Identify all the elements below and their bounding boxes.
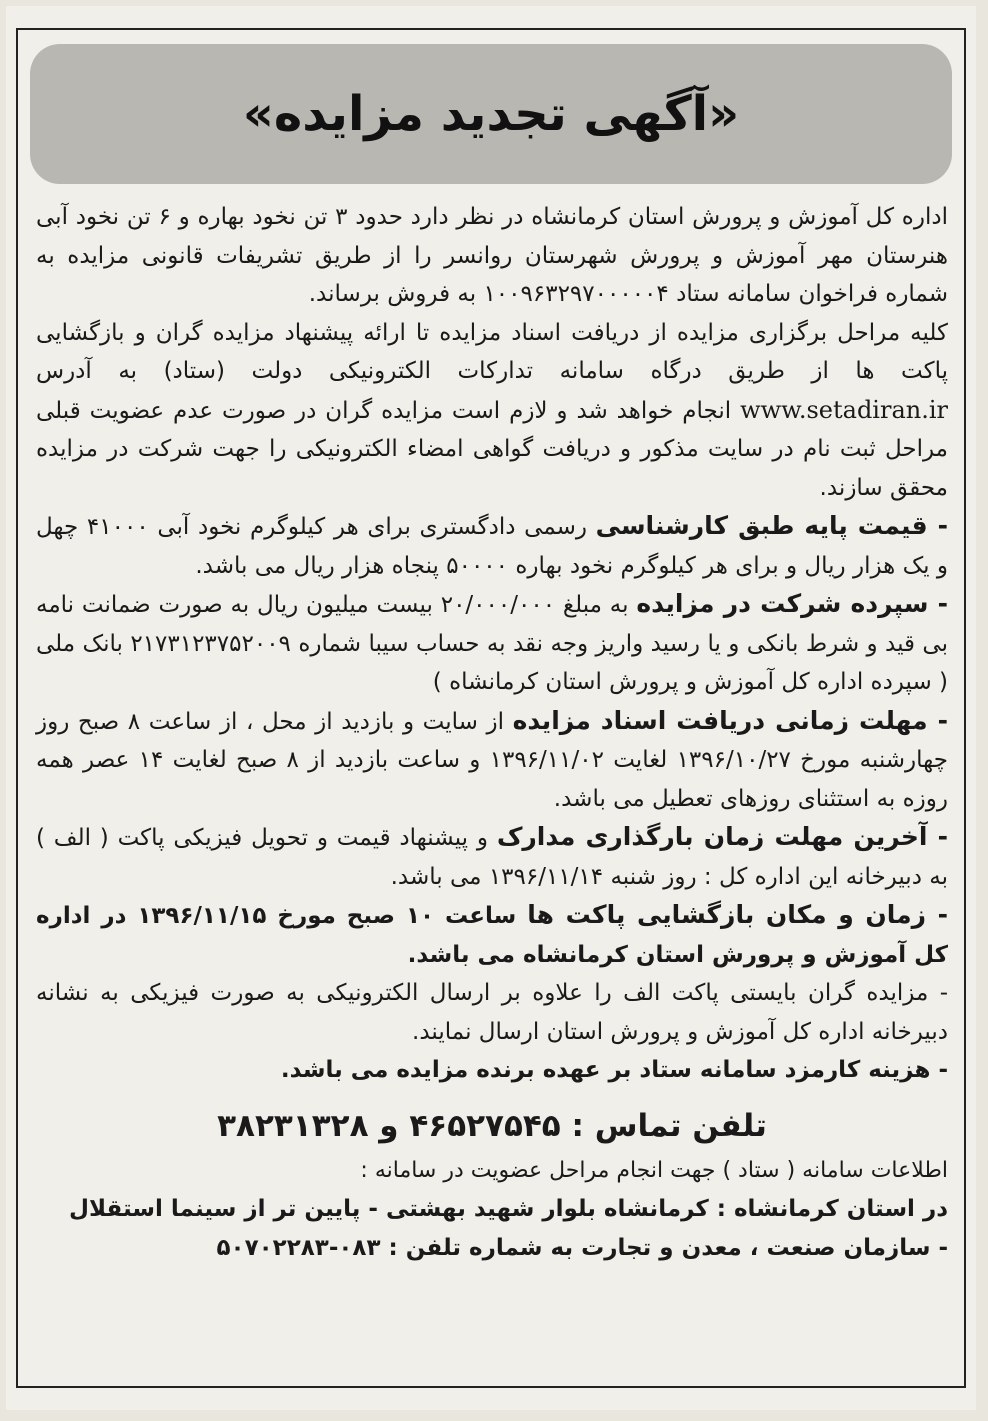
price-text: رسمی دادگستری برای هر کیلوگرم نخود آبی ۴۱۰۰۰ چهل و یک هزار ریال و برای هر کیلوگرم نخود بهاره ۵۰۰۰۰ پنجاه هزار ریال می باشد. [36, 514, 948, 579]
deposit-heading: - سپرده شرکت در مزایده [636, 589, 948, 618]
notice-title: «آگهی تجدید مزایده» [242, 86, 740, 142]
deadline-text: و پیشنهاد قیمت و تحویل فیزیکی پاکت ( الف ) به دبیرخانه این اداره کل : روز شنبه ۱۳۹۶/۱۱/۱۴ می باشد. [36, 825, 948, 890]
price-paragraph [36, 507, 948, 585]
price-heading: - قیمت پایه طبق کارشناسی [595, 511, 948, 540]
info-organization: - سازمان صنعت ، معدن و تجارت به شماره تلفن : ۰۸۳-۵۰۷۰۲۲۸۳ [216, 1234, 948, 1261]
procedure-text-2: انجام خواهد شد و لازم است مزایده گران در صورت عدم عضویت قبلی مراحل ثبت نام در سایت مذکور و دریافت گواهی امضاء الکترونیکی را جهت شرکت در مزایده محقق سازند. [36, 397, 948, 501]
opening-paragraph [36, 896, 948, 974]
intro-paragraph: اداره کل آموزش و پرورش استان کرمانشاه در نظر دارد حدود ۳ تن نخود بهاره و ۶ تن نخود آبی هنرستان مهر آموزش و پرورش شهرستان روانسر را از طریق تشریفات قانونی مزایده به شماره فراخوان سامانه ستاد ۱۰۰۹۶۳۲۹۷۰۰۰۰۰۴ به فروش برساند. [36, 204, 948, 307]
info-address: در استان کرمانشاه : کرمانشاه بلوار شهید بهشتی - پایین تر از سینما استقلال [69, 1196, 948, 1222]
notice-body [36, 198, 948, 1267]
notice-frame [16, 28, 966, 1388]
fee-note: - هزینه کارمزد سامانه ستاد بر عهده برنده مزایده می باشد. [280, 1057, 948, 1083]
deadline-paragraph [36, 818, 948, 896]
contact-phone: تلفن تماس : ۴۶۵۲۷۵۴۵ و ۳۸۲۳۱۳۲۸ [217, 1107, 767, 1144]
deposit-paragraph [36, 585, 948, 702]
physical-note: - مزایده گران بایستی پاکت الف را علاوه بر ارسال الکترونیکی به صورت فیزیکی به نشانه دبیرخانه اداره کل آموزش و پرورش استان ارسال نمایند. [36, 980, 948, 1045]
documents-text: از سایت و بازدید از محل ، از ساعت ۸ صبح روز چهارشنبه مورخ ۱۳۹۶/۱۰/۲۷ لغایت ۱۳۹۶/۱۱/۰۲ و ساعت بازدید از ۸ صبح لغایت ۱۴ عصر همه روزه به استثنای روزهای تعطیل می باشد. [36, 708, 948, 812]
procedure-text-1: کلیه مراحل برگزاری مزایده از دریافت اسناد مزایده تا ارائه پیشنهاد مزایده گران و بازگشایی پاکت ها از طریق درگاه سامانه تدارکات الکترونیکی دولت (ستاد) به آدرس [36, 319, 948, 384]
newspaper-clipping [6, 6, 976, 1410]
info-heading: اطلاعات سامانه ( ستاد ) جهت انجام مراحل عضویت در سامانه : [360, 1157, 948, 1183]
opening-heading: - زمان و مکان بازگشایی پاکت ها [527, 900, 949, 929]
opening-text: ساعت ۱۰ صبح مورخ ۱۳۹۶/۱۱/۱۵ در اداره کل آموزش و پرورش استان کرمانشاه می باشد. [36, 903, 948, 968]
title-banner [30, 44, 952, 184]
website-link[interactable]: www.setadiran.ir [740, 395, 948, 424]
procedure-paragraph [36, 314, 948, 508]
deposit-text: به مبلغ ۲۰/۰۰۰/۰۰۰ بیست میلیون ریال به صورت ضمانت نامه بی قید و شرط بانکی و یا رسید واریز وجه نقد به حساب سیبا شماره ۲۱۷۳۱۲۳۷۵۲۰۰۹ بانک ملی ( سپرده اداره کل آموزش و پرورش استان کرمانشاه ) [36, 592, 948, 695]
deadline-heading: - آخرین مهلت زمان بارگذاری مدارک [496, 822, 949, 851]
documents-paragraph [36, 702, 948, 819]
documents-heading: - مهلت زمانی دریافت اسناد مزایده [512, 705, 949, 735]
